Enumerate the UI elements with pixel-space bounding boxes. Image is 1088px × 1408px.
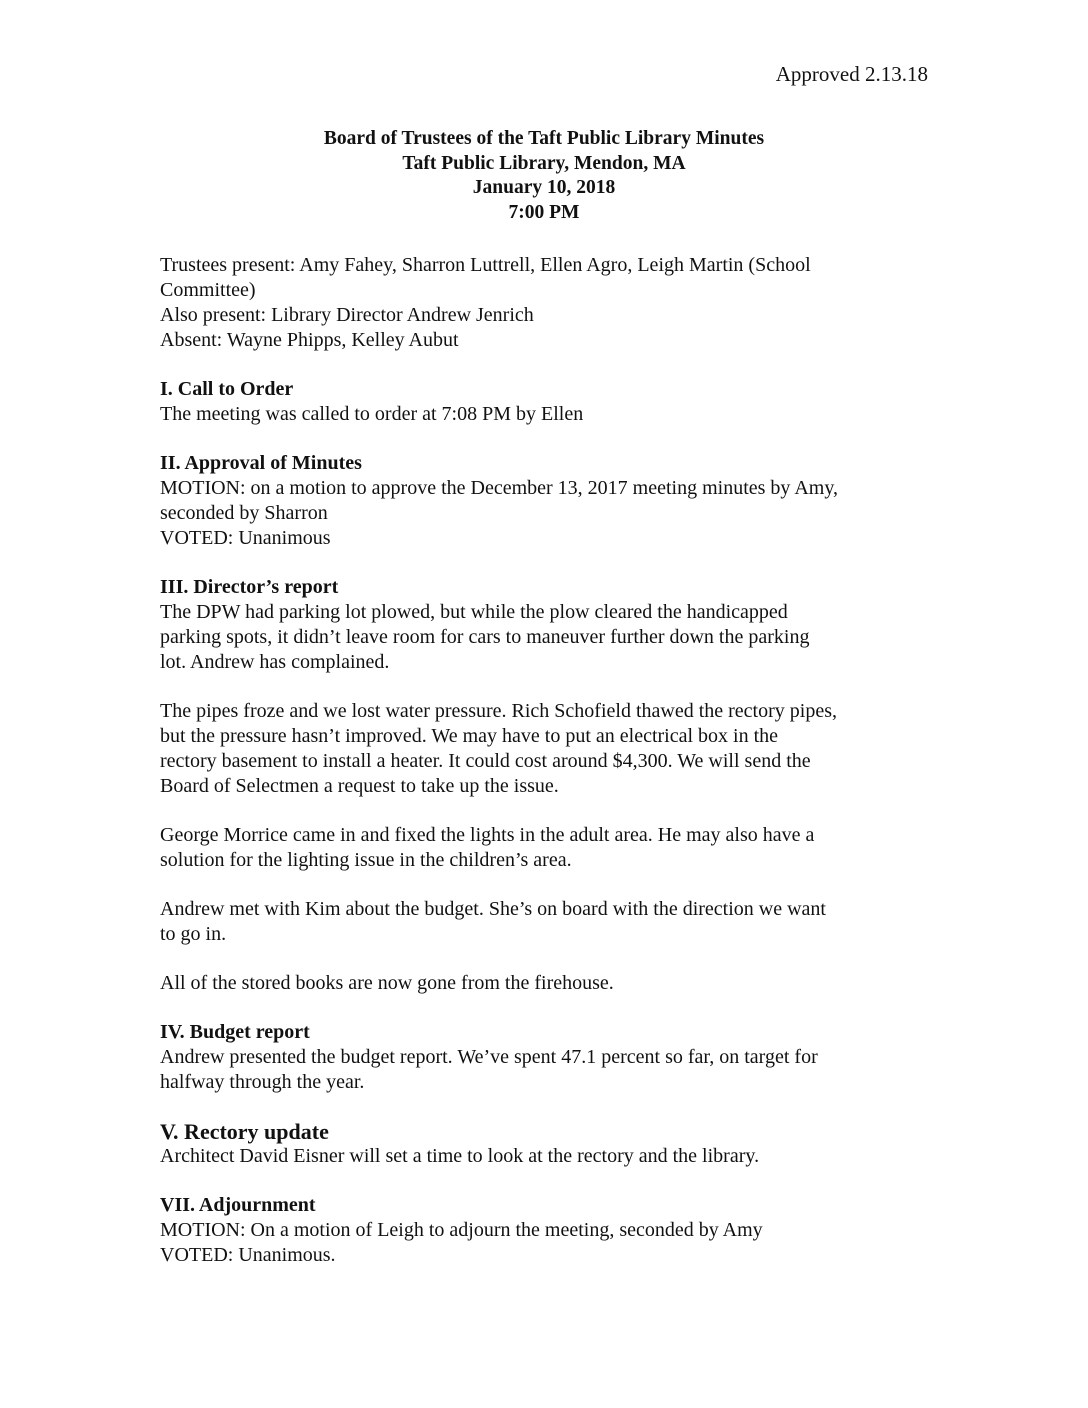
motion-line2: seconded by Sharron bbox=[160, 502, 328, 524]
section-rectory-update bbox=[160, 1119, 932, 1169]
section-heading: IV. Budget report bbox=[160, 1021, 310, 1043]
section-heading: V. Rectory update bbox=[160, 1119, 329, 1144]
also-present: Also present: Library Director Andrew Jenrich bbox=[160, 304, 534, 326]
paragraph-line: Board of Selectmen a request to take up the issue. bbox=[160, 775, 559, 797]
paragraph-line: George Morrice came in and fixed the lights in the adult area. He may also have a bbox=[160, 824, 815, 846]
motion-line: MOTION: On a motion of Leigh to adjourn the meeting, seconded by Amy bbox=[160, 1219, 763, 1241]
section-heading: II. Approval of Minutes bbox=[160, 452, 362, 474]
document-title bbox=[0, 127, 1088, 225]
title-line-location: Taft Public Library, Mendon, MA bbox=[402, 152, 686, 174]
vote-result: VOTED: Unanimous. bbox=[160, 1244, 336, 1266]
section-heading: III. Director’s report bbox=[160, 576, 339, 598]
paragraph-line: rectory basement to install a heater. It could cost around $4,300. We will send the bbox=[160, 750, 811, 772]
section-heading: I. Call to Order bbox=[160, 378, 294, 400]
section-approval-of-minutes bbox=[160, 451, 932, 551]
paragraph-line: Architect David Eisner will set a time to look at the rectory and the library. bbox=[160, 1145, 760, 1167]
section-directors-report bbox=[160, 575, 932, 996]
section-adjournment bbox=[160, 1193, 932, 1268]
paragraph-line: but the pressure hasn’t improved. We may have to put an electrical box in the bbox=[160, 725, 779, 747]
attendance-block bbox=[160, 253, 932, 353]
vote-result: VOTED: Unanimous bbox=[160, 527, 331, 549]
paragraph-line: Andrew met with Kim about the budget. She’s on board with the direction we want bbox=[160, 898, 826, 920]
paragraph-line: halfway through the year. bbox=[160, 1071, 365, 1093]
section-text: The meeting was called to order at 7:08 PM by Ellen bbox=[160, 403, 584, 425]
section-call-to-order bbox=[160, 377, 932, 427]
title-line-time: 7:00 PM bbox=[508, 201, 580, 223]
section-budget-report bbox=[160, 1020, 932, 1095]
motion-line1: MOTION: on a motion to approve the December 13, 2017 meeting minutes by Amy, bbox=[160, 477, 839, 499]
trustees-present-line2: Committee) bbox=[160, 279, 256, 301]
approval-note: Approved 2.13.18 bbox=[775, 62, 928, 86]
section-heading: VII. Adjournment bbox=[160, 1194, 316, 1216]
paragraph-line: All of the stored books are now gone from the firehouse. bbox=[160, 972, 614, 994]
paragraph-line: to go in. bbox=[160, 923, 227, 945]
paragraph-line: The DPW had parking lot plowed, but while the plow cleared the handicapped bbox=[160, 601, 788, 623]
paragraph-line: parking spots, it didn’t leave room for cars to maneuver further down the parking bbox=[160, 626, 810, 648]
title-line-board: Board of Trustees of the Taft Public Library Minutes bbox=[323, 128, 765, 149]
trustees-present-line1: Trustees present: Amy Fahey, Sharron Luttrell, Ellen Agro, Leigh Martin (School bbox=[160, 254, 811, 276]
absent: Absent: Wayne Phipps, Kelley Aubut bbox=[160, 329, 459, 351]
paragraph-line: The pipes froze and we lost water pressure. Rich Schofield thawed the rectory pipes, bbox=[160, 700, 837, 722]
paragraph-line: lot. Andrew has complained. bbox=[160, 651, 390, 673]
title-line-date: January 10, 2018 bbox=[472, 177, 616, 198]
minutes-body bbox=[160, 253, 932, 1268]
paragraph-line: solution for the lighting issue in the children’s area. bbox=[160, 849, 572, 871]
paragraph-line: Andrew presented the budget report. We’ve spent 47.1 percent so far, on target for bbox=[160, 1046, 818, 1068]
